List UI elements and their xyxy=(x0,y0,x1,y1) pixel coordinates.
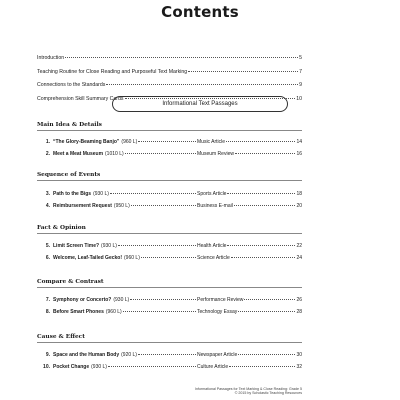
section-banner: Informational Text Passages xyxy=(112,96,288,112)
entry-title: Path to the Bigs xyxy=(53,191,92,197)
entry-title: Reimbursement Request xyxy=(53,203,112,209)
toc-entry-passage-5[interactable] xyxy=(37,243,302,249)
entry-page: 14 xyxy=(296,139,302,145)
toc-entry-passage-6[interactable] xyxy=(37,255,302,261)
dot-leader xyxy=(188,71,298,72)
section-rule xyxy=(37,233,302,234)
section-rule xyxy=(37,130,302,131)
dot-leader xyxy=(238,354,295,355)
entry-number: 1. xyxy=(45,139,50,145)
entry-number: 2. xyxy=(45,151,50,157)
section-title-cause-effect: Cause & Effect xyxy=(37,334,85,340)
dot-leader xyxy=(235,153,295,154)
toc-entry-passage-1[interactable] xyxy=(37,139,302,145)
entry-number: 8. xyxy=(45,309,50,315)
entry-lexile: (930 L) xyxy=(93,191,109,197)
toc-entry-passage-9[interactable] xyxy=(37,352,302,358)
entry-genre: Museum Review xyxy=(197,151,234,157)
entry-title: Welcome, Leaf-Tailed Gecko! xyxy=(53,255,123,261)
dot-leader xyxy=(118,245,196,246)
entry-genre: Technology Essay xyxy=(197,309,238,315)
entry-genre: Business E-mail xyxy=(197,203,233,209)
section-title-fact-opinion: Fact & Opinion xyxy=(37,225,86,231)
dot-leader xyxy=(226,141,295,142)
toc-entry-page: 10 xyxy=(296,95,302,102)
dot-leader xyxy=(138,141,196,142)
dot-leader xyxy=(227,245,295,246)
section-rule xyxy=(37,180,302,181)
dot-leader xyxy=(106,84,298,85)
section-rule xyxy=(37,287,302,288)
toc-entry-passage-10[interactable] xyxy=(37,364,302,370)
footer-book-title: Informational Passages for Text Marking & Close Reading: Grade 5 xyxy=(194,387,302,391)
entry-number: 6. xyxy=(45,255,50,261)
entry-page: 20 xyxy=(296,203,302,209)
dot-leader xyxy=(65,57,298,58)
entry-genre: Performance Review xyxy=(197,297,244,303)
entry-title: Space and the Human Body xyxy=(53,352,120,358)
entry-title: Symphony or Concerto? xyxy=(53,297,112,303)
section-title-main-idea: Main Idea & Details xyxy=(37,122,102,128)
entry-genre: Newspaper Article xyxy=(197,352,238,358)
entry-number: 9. xyxy=(45,352,50,358)
page-footer xyxy=(195,387,302,396)
entry-number: 5. xyxy=(45,243,50,249)
toc-entry-passage-3[interactable] xyxy=(37,191,302,197)
entry-page: 18 xyxy=(296,191,302,197)
dot-leader xyxy=(110,193,196,194)
toc-entry-label: Teaching Routine for Close Reading and Purposeful Text Marking xyxy=(37,68,188,75)
entry-number: 7. xyxy=(45,297,50,303)
toc-entry-introduction[interactable] xyxy=(37,55,302,69)
entry-lexile: (960 L) xyxy=(124,255,140,261)
entry-lexile: (920 L) xyxy=(121,352,137,358)
entry-lexile: (930 L) xyxy=(113,297,130,303)
entry-lexile: (930 L) xyxy=(91,364,107,370)
entry-genre: Science Article xyxy=(197,255,230,261)
dot-leader xyxy=(138,354,196,355)
entry-title: Pocket Change xyxy=(53,364,90,370)
entry-lexile: (1010 L) xyxy=(105,151,124,157)
dot-leader xyxy=(229,366,295,367)
toc-entry-label: Connections to the Standards xyxy=(37,82,106,88)
entry-lexile: (930 L) xyxy=(101,243,117,249)
toc-entry-standards[interactable] xyxy=(37,82,302,96)
toc-entry-passage-2[interactable] xyxy=(37,151,302,157)
entry-title: Meet a Meat Museum xyxy=(53,151,104,157)
dot-leader xyxy=(141,257,196,258)
entry-title: Limit Screen Time? xyxy=(53,243,100,249)
dot-leader xyxy=(227,193,295,194)
entry-lexile: (960 L) xyxy=(121,139,138,145)
dot-leader xyxy=(123,311,196,312)
toc-entry-page: 5 xyxy=(299,55,302,61)
entry-page: 24 xyxy=(296,255,302,261)
toc-entry-passage-8[interactable] xyxy=(37,309,302,315)
page-title: Contents xyxy=(161,3,239,21)
entry-page: 30 xyxy=(296,352,302,358)
section-title-compare-contrast: Compare & Contrast xyxy=(37,279,104,285)
toc-entry-label: Comprehension Skill Summary Cards xyxy=(37,95,124,102)
entry-page: 22 xyxy=(296,243,302,249)
entry-number: 3. xyxy=(45,191,50,197)
entry-page: 28 xyxy=(296,309,302,315)
entry-number: 4. xyxy=(45,203,50,209)
footer-copyright: © 2015 by Scholastic Teaching Resources xyxy=(234,391,302,396)
dot-leader xyxy=(108,366,196,367)
entry-number: 10. xyxy=(43,364,50,370)
dot-leader xyxy=(238,311,295,312)
toc-entry-passage-7[interactable] xyxy=(37,297,302,303)
entry-page: 32 xyxy=(296,364,302,370)
dot-leader xyxy=(125,153,196,154)
dot-leader xyxy=(244,299,295,300)
toc-entry-teaching-routine[interactable] xyxy=(37,69,302,83)
entry-title: “The Glory-Beaming Banjo” xyxy=(53,139,120,145)
dot-leader xyxy=(234,205,296,206)
dot-leader xyxy=(231,257,296,258)
dot-leader xyxy=(131,205,196,206)
dot-leader xyxy=(130,299,196,300)
entry-genre: Health Article xyxy=(197,243,227,249)
toc-entry-label: Introduction xyxy=(37,55,65,61)
toc-entry-page: 9 xyxy=(299,82,302,88)
entry-genre: Music Article xyxy=(197,139,226,145)
entry-lexile: (960 L) xyxy=(105,309,122,315)
entry-page: 16 xyxy=(296,151,302,157)
toc-entry-page: 7 xyxy=(299,68,302,75)
entry-genre: Culture Article xyxy=(197,364,229,370)
section-rule xyxy=(37,342,302,343)
section-title-sequence: Sequence of Events xyxy=(37,172,101,178)
entry-lexile: (950 L) xyxy=(113,203,130,209)
entry-title: Before Smart Phones xyxy=(53,309,104,315)
entry-genre: Sports Article xyxy=(197,191,227,197)
toc-entry-passage-4[interactable] xyxy=(37,203,302,209)
entry-page: 26 xyxy=(296,297,302,303)
